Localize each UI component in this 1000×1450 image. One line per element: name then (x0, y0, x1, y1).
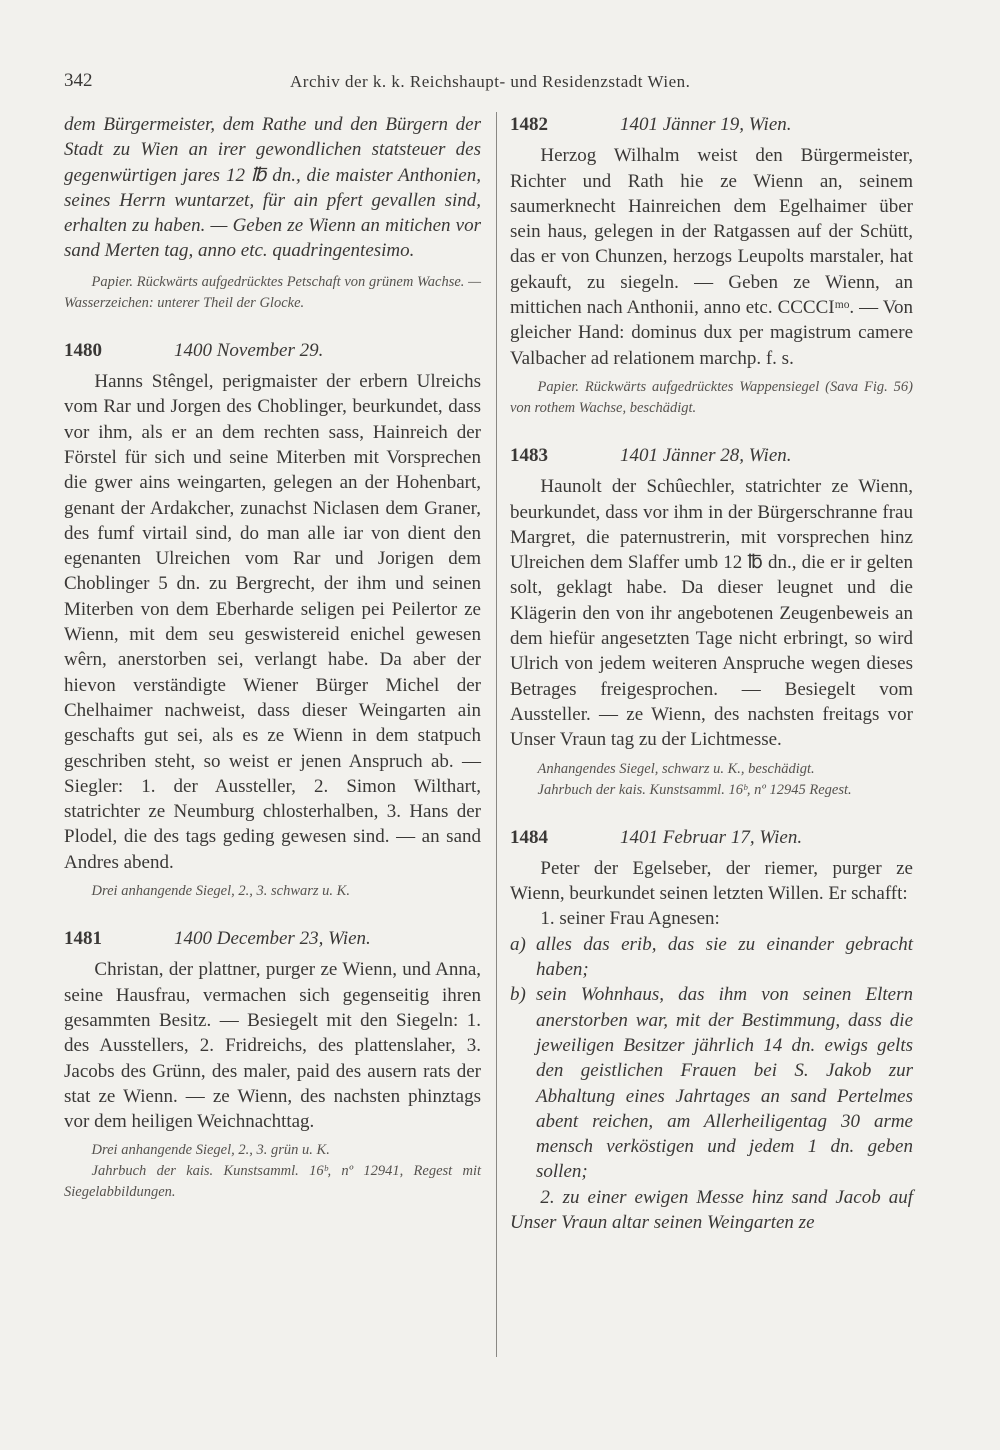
entry-note-1481-b: Jahrbuch der kais. Kunstsamml. 16ᵇ, nº 12941, Regest mit Siegelabbildungen. (64, 1163, 481, 1201)
entry-note-1483-a: Anhangendes Siegel, schwarz u. K., beschädigt. (537, 760, 815, 777)
entry-number: 1482 (510, 114, 548, 135)
continuation-text: dem Bürgermeister, dem Rathe und den Bürgern der Stadt zu Wien an irer gewondlichen statsteuer des gegenwürtigen jares 12 ℔ dn., die maister Anthonien, seines Herrn wuntarzet, für ain pfert gevallen sind, erhalten zu haben. — Geben ze Wienn an mitichen vor sand Merten tag, anno etc. quadringentesimo. (64, 114, 481, 262)
entry-number: 1480 (64, 339, 102, 361)
list-item: 2. zu einer ewigen Messe hinz sand Jacob auf Unser Vraun altar seinen Weingarten ze (510, 1186, 913, 1233)
list-text: sein Wohnhaus, das ihm von seinen Eltern anerstorben war, mit der Bestimmung, dass die jeweiligen Besitzer jährlich 14 dn. ewigs gelts den geistlichen Frauen bei S. Jakob zur Abhaltung eines Jahrtages an sand Pertelmes abent reichen, am Allerheiligentag 30 arme mensch verköstigen und jedem 1 dn. geben sollen; (536, 984, 913, 1183)
entry-heading-1483 (510, 443, 913, 468)
running-head: Archiv der k. k. Reichshaupt- und Residenzstadt Wien. (290, 72, 691, 91)
entry-number: 1481 (64, 928, 102, 950)
entry-date: 1401 Februar 17, Wien. (620, 826, 803, 848)
entry-date: 1401 Jänner 19, Wien. (620, 114, 792, 135)
entry-text-1481: Christan, der plattner, purger ze Wienn, und Anna, seine Hausfrau, vermachen sich gegenseitig ihren gesammten Besitz. — Besiegelt mit den Siegeln: 1. des Ausstellers, 2. Fridreichs, des plattenslaher, 3. Jacobs des Grünn, des maler, paid des ausern rats der stat ze Wienn. — ze Wienn, des nachsten phinztags vor dem heiligen Weichnachttag. (64, 959, 481, 1133)
entry-date: 1400 December 23, Wien. (174, 928, 371, 950)
entry-heading-1481 (64, 926, 481, 951)
entry-text-1480: Hanns Stêngel, perigmaister der erbern Ulreichs vom Rar und Jorgen des Choblinger, beurkundet, dass vor ihm, als er an dem rechten sass, Hainreich der Förstel für sich und seine Miterben mit Vorsprechen die gwer ains weingarten, gelegen an der Hohenbart, genant der Ardakcher, zunachst Niclasen dem Graner, des fumf virtail sind, do man alle iar von dient den egenanten Ulreichen vom Rar und Jorigen dem Choblinger 5 dn. zu Bergrecht, der ihm und seinen Miterben von dem Eberharde seligen pei Peilertor ze Wienn, mit dem seu geswistereid enichel gewesen wêrn, anerstorben sei, verlangt habe. Da aber der hievon verständigte Wiener Bürger Michel der Chelhaimer nachweist, dass dieser Weingarten ain geschafts gut sei, als es ze Wienn in dem statpuch geschriben steht, so weist er jenen Anspruch ab. — Siegler: 1. der Aussteller, 2. Simon Wilthart, statrichter ze Neumburg chlosterhalben, 3. Hans der Plodel, die des tags geding gewesen sind. — an sand Andres abend. (64, 371, 481, 873)
entry-text-1484: Peter der Egelseber, der riemer, purger ze Wienn, beurkundet seinen letzten Willen. Er schafft: (510, 857, 913, 905)
entry-number: 1484 (510, 826, 548, 848)
entry-date: 1401 Jänner 28, Wien. (620, 444, 792, 466)
entry-note-1482: Papier. Rückwärts aufgedrücktes Wappensiegel (Sava Fig. 56) von rothem Wachse, beschädigt. (510, 378, 913, 416)
entry-text-1482: Herzog Wilhalm weist den Bürgermeister, Richter und Rath hie ze Wienn an, seinem saumerknecht Hainreichen dem Egelhaimer über sein haus, gelegen in der Ratgassen auf der Schütt, das er von Chunzen, herzogs Leupolts marstaler, hat gekauft, zu siegeln. — Geben ze Wienn, an mittichen nach Anthonii, anno etc. CCCCIᵐᵒ. — Von gleicher Hand: dominus dux per magistrum camere Valbacher ad relationem marchp. f. s. (510, 145, 913, 369)
list-label: b) (510, 984, 526, 1006)
entry-number: 1483 (510, 444, 548, 466)
page-number: 342 (64, 70, 93, 91)
entry-heading-1484 (510, 825, 913, 850)
entry-note-1480: Drei anhangende Siegel, 2., 3. schwarz u. K. (91, 883, 350, 900)
entry-heading-1482 (510, 112, 913, 137)
column-divider (496, 112, 497, 1357)
right-column (510, 112, 913, 1235)
list-label: a) (510, 933, 526, 955)
list-item (510, 932, 913, 983)
entry-heading-1480 (64, 338, 481, 363)
continuation-note: Papier. Rückwärts aufgedrücktes Petschaft von grünem Wachse. — Wasserzeichen: unterer Theil der Glocke. (64, 273, 481, 311)
list-text: alles das erib, das sie zu einander gebracht haben; (536, 933, 913, 981)
list-item: 1. seiner Frau Agnesen: (540, 908, 720, 930)
list-item (510, 982, 913, 1184)
entry-text-1483: Haunolt der Schûechler, statrichter ze Wienn, beurkundet, dass vor ihm in der Bürgerschranne frau Margret, die paternustrerin, mit vorsprechen hinz Ulreichen dem Slaffer umb 12 ℔ dn., die er ir gelten solt, geklagt habe. Da dieser leugnet und die Klägerin den von ihr angebotenen Zeugenbeweis an dem hiefür angesetzten Tage nicht erbringt, so wird Ulrich von jedem weiteren Anspruche wegen dieses Betrages freigesprochen. — Besiegelt vom Aussteller. — ze Wienn, des nachsten freitags vor Unser Vraun tag zu der Lichtmesse. (510, 476, 913, 751)
entry-date: 1400 November 29. (174, 339, 324, 361)
left-column (64, 112, 481, 1203)
entry-note-1483-b: Jahrbuch der kais. Kunstsamml. 16ᵇ, nº 12945 Regest. (537, 781, 852, 798)
entry-note-1481-a: Drei anhangende Siegel, 2., 3. grün u. K. (91, 1142, 330, 1159)
